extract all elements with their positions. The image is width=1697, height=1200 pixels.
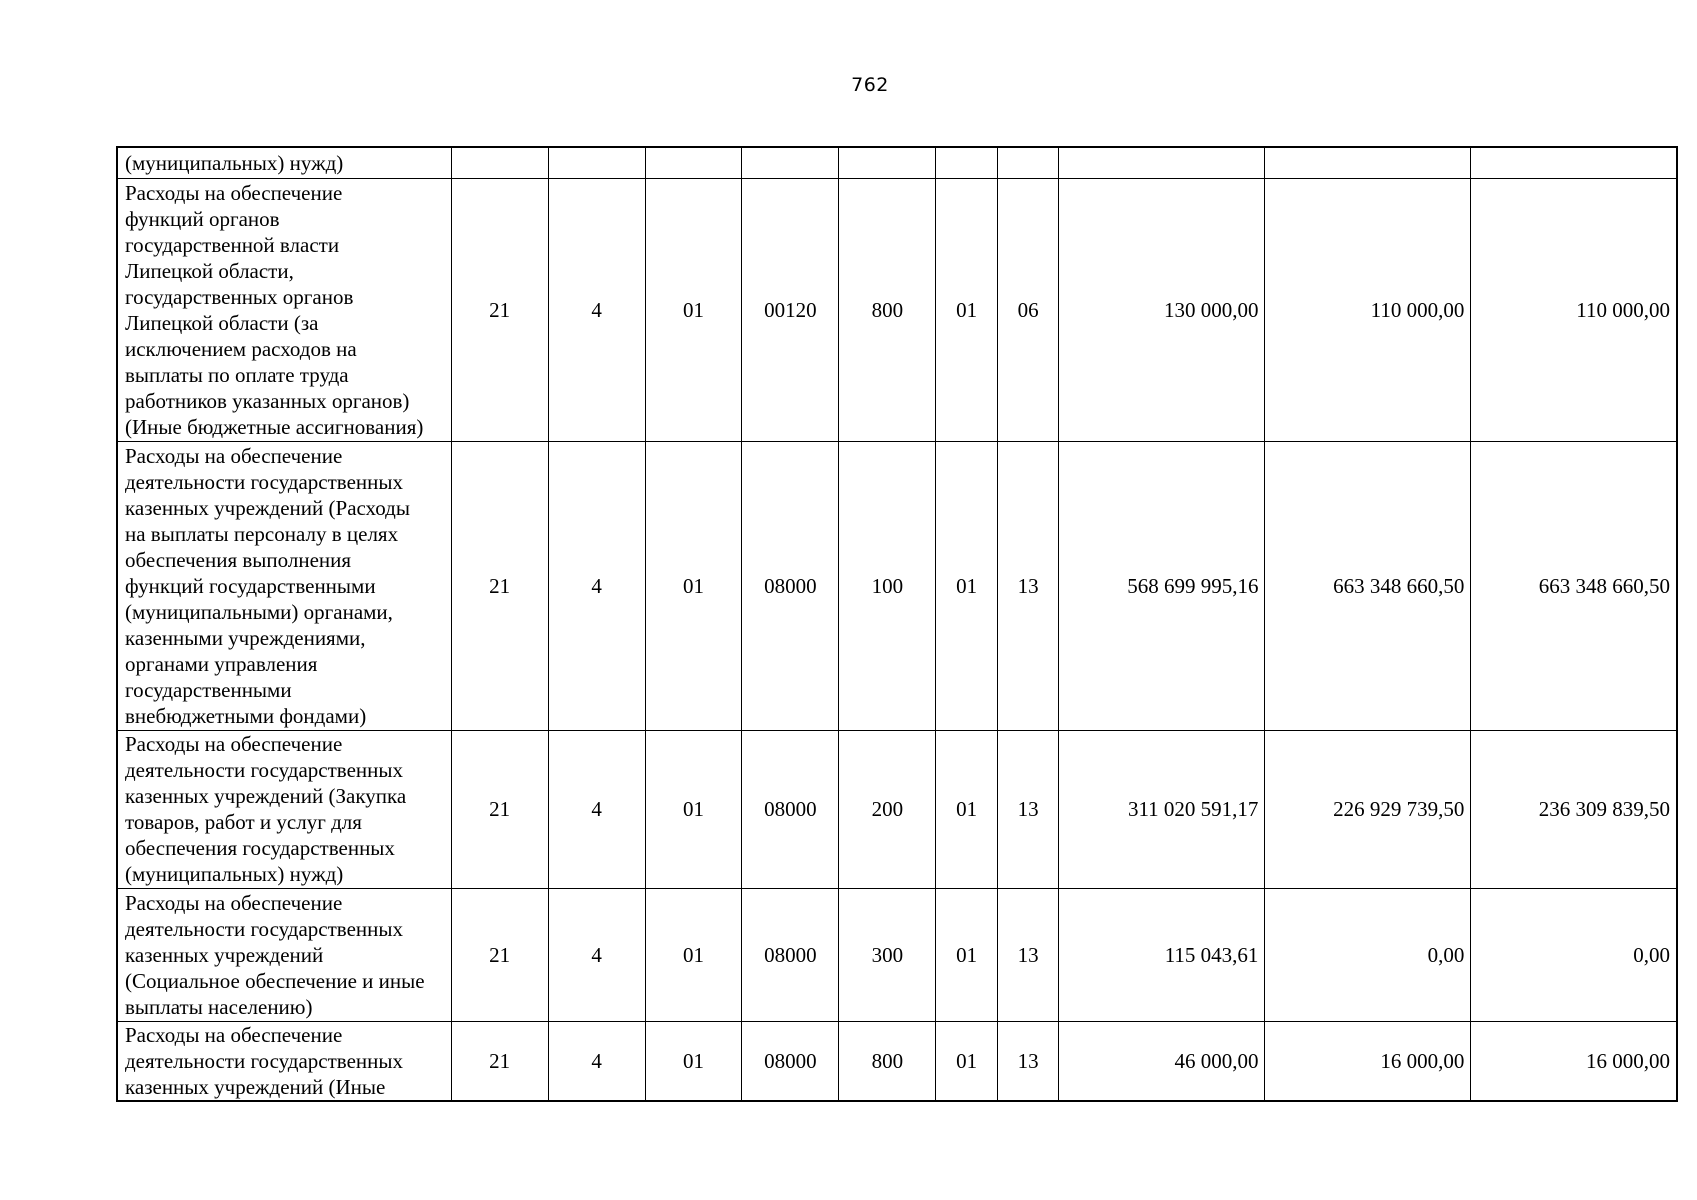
table-row [117, 441, 1677, 730]
cell-code: 08000 [742, 730, 839, 888]
cell-amount: 0,00 [1471, 888, 1677, 1021]
cell-code: 300 [839, 888, 936, 1021]
cell-code: 4 [548, 888, 645, 1021]
cell-amount [1471, 147, 1677, 178]
cell-code: 4 [548, 1021, 645, 1101]
cell-code: 13 [997, 1021, 1059, 1101]
cell-code [936, 147, 998, 178]
cell-code [742, 147, 839, 178]
cell-code: 01 [936, 441, 998, 730]
cell-code [548, 147, 645, 178]
page-number: 762 [851, 74, 889, 96]
cell-code: 13 [997, 888, 1059, 1021]
cell-amount [1059, 147, 1265, 178]
cell-code [839, 147, 936, 178]
cell-amount: 110 000,00 [1471, 178, 1677, 441]
row-description: Расходы на обеспечение деятельности государственных казенных учреждений (Закупка товаров, работ и услуг для обеспечения государственных (муниципальных) нужд) [117, 730, 451, 888]
cell-code: 21 [451, 441, 548, 730]
cell-code: 4 [548, 730, 645, 888]
cell-code: 13 [997, 730, 1059, 888]
cell-code: 01 [645, 178, 742, 441]
cell-code: 13 [997, 441, 1059, 730]
cell-amount: 568 699 995,16 [1059, 441, 1265, 730]
cell-code: 01 [936, 178, 998, 441]
cell-code: 01 [645, 730, 742, 888]
cell-code: 21 [451, 730, 548, 888]
cell-code: 01 [936, 1021, 998, 1101]
budget-table [116, 146, 1678, 1102]
cell-code: 21 [451, 178, 548, 441]
cell-code: 08000 [742, 441, 839, 730]
cell-code: 21 [451, 1021, 548, 1101]
cell-code: 200 [839, 730, 936, 888]
row-description: Расходы на обеспечение деятельности государственных казенных учреждений (Расходы на выплаты персоналу в целях обеспечения выполнения функций государственными (муниципальными) органами, казенными учреждениями, органами управления государственными внебюджетными фондами) [117, 441, 451, 730]
cell-code: 100 [839, 441, 936, 730]
row-description: Расходы на обеспечение функций органов государственной власти Липецкой области, государственных органов Липецкой области (за исключением расходов на выплаты по оплате труда работников указанных органов) (Иные бюджетные ассигнования) [117, 178, 451, 441]
cell-code: 800 [839, 1021, 936, 1101]
cell-code: 08000 [742, 1021, 839, 1101]
cell-code: 01 [645, 1021, 742, 1101]
cell-amount: 663 348 660,50 [1265, 441, 1471, 730]
row-description: Расходы на обеспечение деятельности государственных казенных учреждений (Социальное обеспечение и иные выплаты населению) [117, 888, 451, 1021]
cell-amount: 46 000,00 [1059, 1021, 1265, 1101]
cell-code: 00120 [742, 178, 839, 441]
cell-amount: 0,00 [1265, 888, 1471, 1021]
cell-code: 01 [645, 441, 742, 730]
row-description: (муниципальных) нужд) [117, 147, 451, 178]
table-row [117, 178, 1677, 441]
cell-code: 01 [936, 888, 998, 1021]
cell-amount: 311 020 591,17 [1059, 730, 1265, 888]
cell-code [997, 147, 1059, 178]
row-description: Расходы на обеспечение деятельности государственных казенных учреждений (Иные [117, 1021, 451, 1101]
cell-code [451, 147, 548, 178]
table-row [117, 888, 1677, 1021]
cell-code: 06 [997, 178, 1059, 441]
cell-code: 01 [645, 888, 742, 1021]
cell-amount: 226 929 739,50 [1265, 730, 1471, 888]
cell-code: 01 [936, 730, 998, 888]
cell-code [645, 147, 742, 178]
cell-code: 08000 [742, 888, 839, 1021]
cell-amount [1265, 147, 1471, 178]
cell-amount: 16 000,00 [1265, 1021, 1471, 1101]
cell-amount: 130 000,00 [1059, 178, 1265, 441]
cell-amount: 663 348 660,50 [1471, 441, 1677, 730]
cell-code: 4 [548, 178, 645, 441]
cell-amount: 110 000,00 [1265, 178, 1471, 441]
table-row [117, 147, 1677, 178]
cell-code: 800 [839, 178, 936, 441]
cell-amount: 236 309 839,50 [1471, 730, 1677, 888]
table-row [117, 1021, 1677, 1101]
cell-code: 4 [548, 441, 645, 730]
cell-code: 21 [451, 888, 548, 1021]
table-row [117, 730, 1677, 888]
cell-amount: 16 000,00 [1471, 1021, 1677, 1101]
cell-amount: 115 043,61 [1059, 888, 1265, 1021]
